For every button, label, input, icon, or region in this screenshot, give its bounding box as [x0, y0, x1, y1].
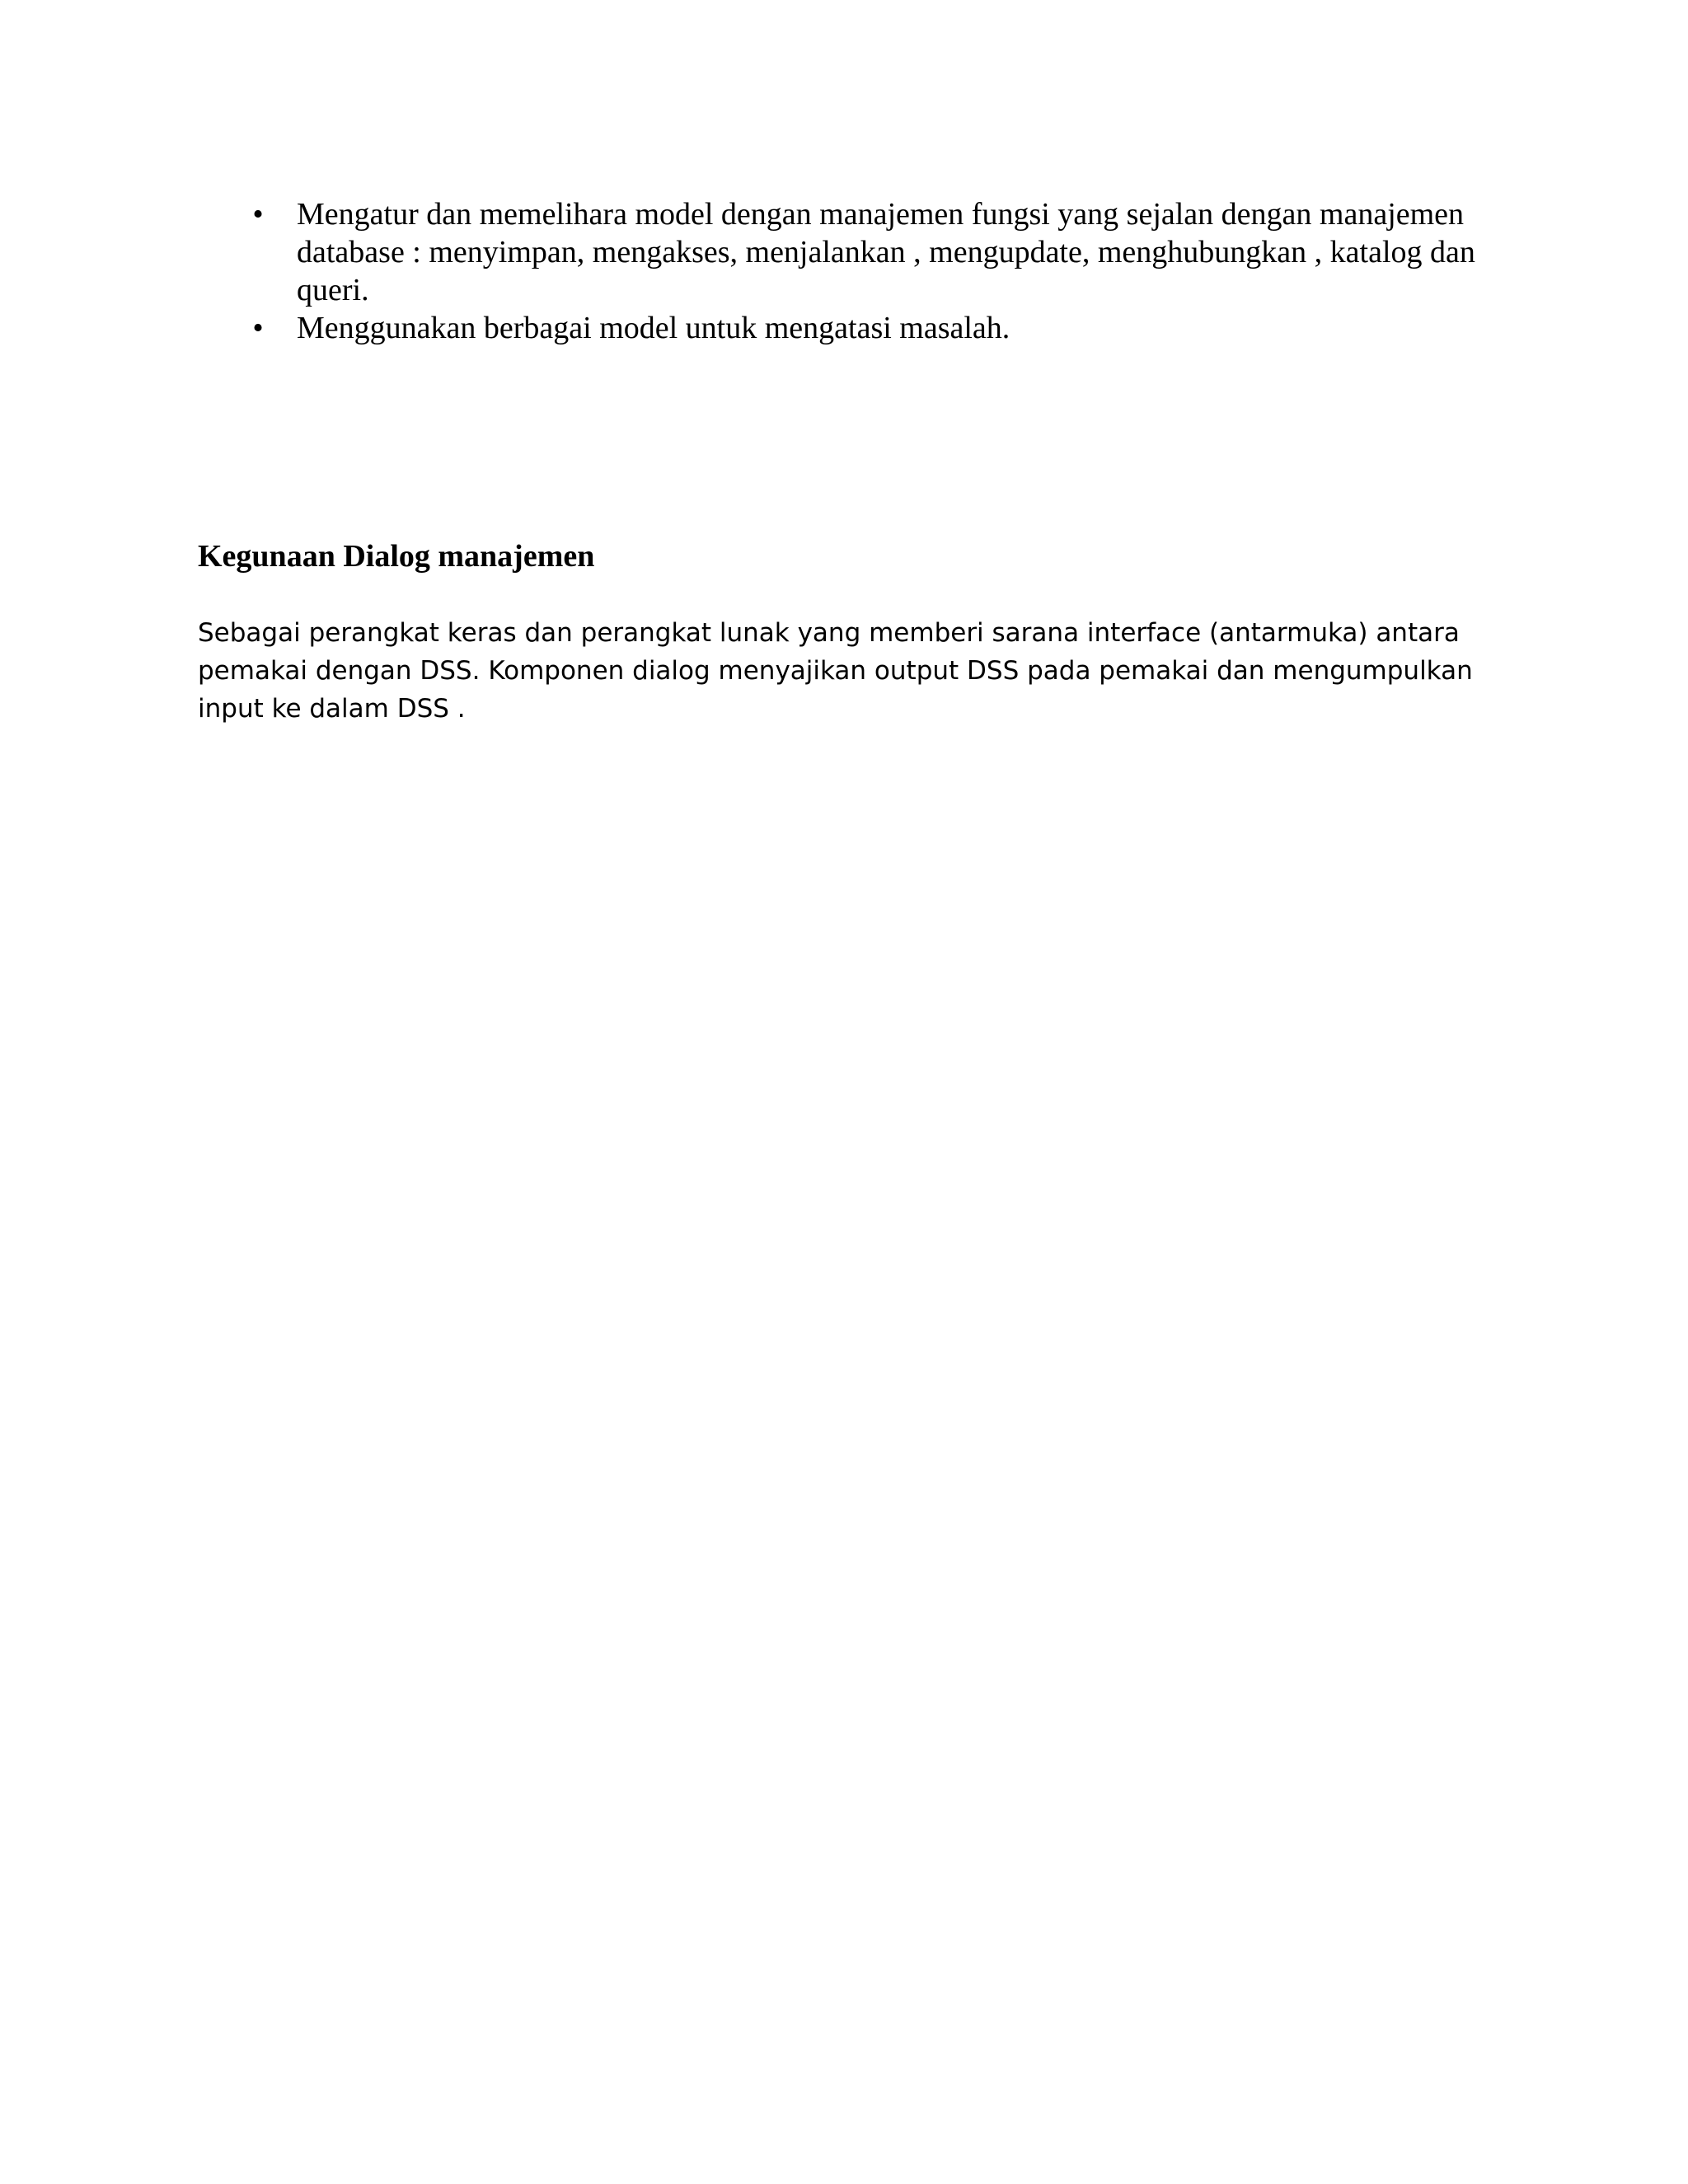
bullet-marker: •: [252, 311, 264, 345]
section-heading: Kegunaan Dialog manajemen: [198, 539, 595, 574]
bullet-text: Mengatur dan memelihara model dengan manajemen fungsi yang sejalan dengan manajemen database : menyimpan, mengakses, menjalankan , mengupdate, menghubungkan , katalog dan queri.: [297, 197, 1475, 307]
section-paragraph: Sebagai perangkat keras dan perangkat lunak yang memberi sarana interface (antarmuka) antara pemakai dengan DSS. Komponen dialog menyajikan output DSS pada pemakai dan mengumpulkan input ke dalam DSS .: [198, 618, 1473, 724]
bullet-item: [239, 195, 1475, 309]
bullet-text: Menggunakan berbagai model untuk mengatasi masalah.: [297, 311, 1010, 345]
bullet-list: [239, 195, 1475, 347]
bullet-marker: •: [252, 197, 264, 232]
bullet-item: [239, 309, 1475, 347]
